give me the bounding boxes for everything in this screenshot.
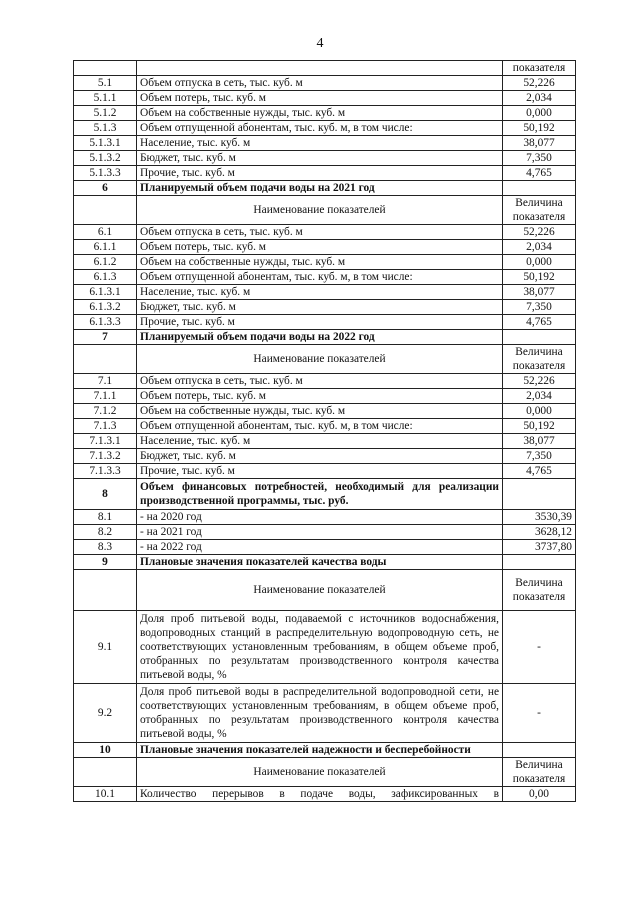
table-row <box>74 106 576 121</box>
row-number: 10.1 <box>74 787 137 802</box>
row-number: 5.1.1 <box>74 91 137 106</box>
row-value: 0,000 <box>503 255 576 270</box>
row-name: Прочие, тыс. куб. м <box>137 315 503 330</box>
row-name: Население, тыс. куб. м <box>137 285 503 300</box>
table-row <box>74 121 576 136</box>
row-name: Бюджет, тыс. куб. м <box>137 300 503 315</box>
row-number: 5.1.3.1 <box>74 136 137 151</box>
row-number: 8.2 <box>74 525 137 540</box>
table-row <box>74 540 576 555</box>
row-name: Объем на собственные нужды, тыс. куб. м <box>137 404 503 419</box>
row-value: - <box>503 684 576 743</box>
section-number: 9 <box>74 555 137 570</box>
row-name: - на 2021 год <box>137 525 503 540</box>
table-row <box>74 684 576 743</box>
row-value: 2,034 <box>503 389 576 404</box>
value-header: Величина показателя <box>503 758 576 787</box>
table-row <box>74 151 576 166</box>
row-name: Прочие, тыс. куб. м <box>137 464 503 479</box>
section-header-row <box>74 479 576 510</box>
row-value: 38,077 <box>503 136 576 151</box>
row-number: 6.1.2 <box>74 255 137 270</box>
row-value: 4,765 <box>503 464 576 479</box>
row-value: 38,077 <box>503 285 576 300</box>
row-number: 6.1.1 <box>74 240 137 255</box>
section-title: Планируемый объем подачи воды на 2022 год <box>137 330 503 345</box>
section-header-row <box>74 743 576 758</box>
water-program-table <box>73 60 576 802</box>
row-number: 9.1 <box>74 611 137 684</box>
table-row <box>74 315 576 330</box>
section-header-row <box>74 181 576 196</box>
table-row <box>74 611 576 684</box>
section-header-row <box>74 330 576 345</box>
row-number: 7.1.3 <box>74 419 137 434</box>
section-number: 10 <box>74 743 137 758</box>
row-number: 5.1.2 <box>74 106 137 121</box>
name-header: Наименование показателей <box>137 345 503 374</box>
table-row <box>74 91 576 106</box>
row-name: Объем отпущенной абонентам, тыс. куб. м, в том числе: <box>137 121 503 136</box>
row-value: 7,350 <box>503 151 576 166</box>
section-title: Плановые значения показателей надежности и бесперебойности <box>137 743 503 758</box>
section-title: Планируемый объем подачи воды на 2021 год <box>137 181 503 196</box>
row-name: Объем отпущенной абонентам, тыс. куб. м, в том числе: <box>137 270 503 285</box>
section-header-row <box>74 555 576 570</box>
table-row <box>74 225 576 240</box>
table-row <box>74 787 576 802</box>
column-header-row <box>74 196 576 225</box>
row-value: 0,000 <box>503 106 576 121</box>
row-value: 52,226 <box>503 225 576 240</box>
row-name: Количество перерывов в подаче воды, зафиксированных в <box>137 787 503 802</box>
row-number: 8.1 <box>74 510 137 525</box>
row-value: 52,226 <box>503 76 576 91</box>
name-header: Наименование показателей <box>137 570 503 611</box>
row-value: 50,192 <box>503 270 576 285</box>
row-value: 50,192 <box>503 121 576 136</box>
row-number: 7.1.3.2 <box>74 449 137 464</box>
row-value: 38,077 <box>503 434 576 449</box>
row-value: 4,765 <box>503 315 576 330</box>
name-header: Наименование показателей <box>137 758 503 787</box>
table-row <box>74 525 576 540</box>
row-name: Объем потерь, тыс. куб. м <box>137 91 503 106</box>
table-row <box>74 434 576 449</box>
table-row <box>74 270 576 285</box>
name-header: Наименование показателей <box>137 196 503 225</box>
value-header: Величина показателя <box>503 196 576 225</box>
row-number: 7.1 <box>74 374 137 389</box>
section-number: 6 <box>74 181 137 196</box>
row-number: 8.3 <box>74 540 137 555</box>
row-number: 6.1.3.3 <box>74 315 137 330</box>
row-number: 6.1 <box>74 225 137 240</box>
section-number: 7 <box>74 330 137 345</box>
table-row <box>74 136 576 151</box>
table-row <box>74 240 576 255</box>
row-name: Доля проб питьевой воды в распределительной водопроводной сети, не соответствующих установленным требованиям, в общем объеме проб, отобранных по результатам производственного контроля качества питьевой воды, % <box>137 684 503 743</box>
table-row <box>74 76 576 91</box>
row-name: Объем отпуска в сеть, тыс. куб. м <box>137 76 503 91</box>
row-number: 6.1.3.2 <box>74 300 137 315</box>
section-number: 8 <box>74 479 137 510</box>
table-row <box>74 464 576 479</box>
row-value: 3530,39 <box>503 510 576 525</box>
row-value: 7,350 <box>503 300 576 315</box>
table-row <box>74 374 576 389</box>
column-header-row <box>74 570 576 611</box>
column-header-row <box>74 758 576 787</box>
row-value: - <box>503 611 576 684</box>
table-row <box>74 389 576 404</box>
row-value: 7,350 <box>503 449 576 464</box>
row-number: 6.1.3.1 <box>74 285 137 300</box>
row-name: Население, тыс. куб. м <box>137 434 503 449</box>
table-row <box>74 166 576 181</box>
row-number: 5.1.3.2 <box>74 151 137 166</box>
table-row <box>74 419 576 434</box>
section-title: Объем финансовых потребностей, необходимый для реализации производственной программы, тыс. руб. <box>137 479 503 510</box>
row-number: 6.1.3 <box>74 270 137 285</box>
row-value: 3737,80 <box>503 540 576 555</box>
table-row <box>74 300 576 315</box>
row-number: 7.1.2 <box>74 404 137 419</box>
row-value: 2,034 <box>503 240 576 255</box>
table-row <box>74 285 576 300</box>
column-header-row <box>74 345 576 374</box>
row-name: Бюджет, тыс. куб. м <box>137 449 503 464</box>
row-value: 50,192 <box>503 419 576 434</box>
table-row <box>74 255 576 270</box>
table-row <box>74 404 576 419</box>
value-header: Величина показателя <box>503 570 576 611</box>
table-row <box>74 61 576 76</box>
row-value: 2,034 <box>503 91 576 106</box>
row-name: Объем отпуска в сеть, тыс. куб. м <box>137 225 503 240</box>
row-name: Объем отпущенной абонентам, тыс. куб. м, в том числе: <box>137 419 503 434</box>
row-name: Доля проб питьевой воды, подаваемой с источников водоснабжения, водопроводных станций в распределительную водопроводную сеть, не соответствующих установленным требованиям, в общем объеме проб, отобранных по результатам производственного контроля качества питьевой воды, % <box>137 611 503 684</box>
row-name: Бюджет, тыс. куб. м <box>137 151 503 166</box>
page-number: 4 <box>316 36 324 51</box>
row-number: 5.1.3 <box>74 121 137 136</box>
value-header-cell: показателя <box>503 61 576 76</box>
row-value: 4,765 <box>503 166 576 181</box>
row-value: 0,000 <box>503 404 576 419</box>
row-number: 5.1.3.3 <box>74 166 137 181</box>
row-name: Объем отпуска в сеть, тыс. куб. м <box>137 374 503 389</box>
row-number: 7.1.3.3 <box>74 464 137 479</box>
table-row <box>74 510 576 525</box>
row-value: 52,226 <box>503 374 576 389</box>
value-header: Величина показателя <box>503 345 576 374</box>
row-number: 5.1 <box>74 76 137 91</box>
row-name: Объем на собственные нужды, тыс. куб. м <box>137 106 503 121</box>
row-number: 9.2 <box>74 684 137 743</box>
row-name: Объем на собственные нужды, тыс. куб. м <box>137 255 503 270</box>
row-name: Объем потерь, тыс. куб. м <box>137 240 503 255</box>
row-number: 7.1.1 <box>74 389 137 404</box>
row-value: 0,00 <box>503 787 576 802</box>
table-row <box>74 449 576 464</box>
row-name: Объем потерь, тыс. куб. м <box>137 389 503 404</box>
row-number: 7.1.3.1 <box>74 434 137 449</box>
row-name: Население, тыс. куб. м <box>137 136 503 151</box>
section-title: Плановые значения показателей качества воды <box>137 555 503 570</box>
row-value: 3628,12 <box>503 525 576 540</box>
row-name: Прочие, тыс. куб. м <box>137 166 503 181</box>
row-name: - на 2020 год <box>137 510 503 525</box>
row-name: - на 2022 год <box>137 540 503 555</box>
